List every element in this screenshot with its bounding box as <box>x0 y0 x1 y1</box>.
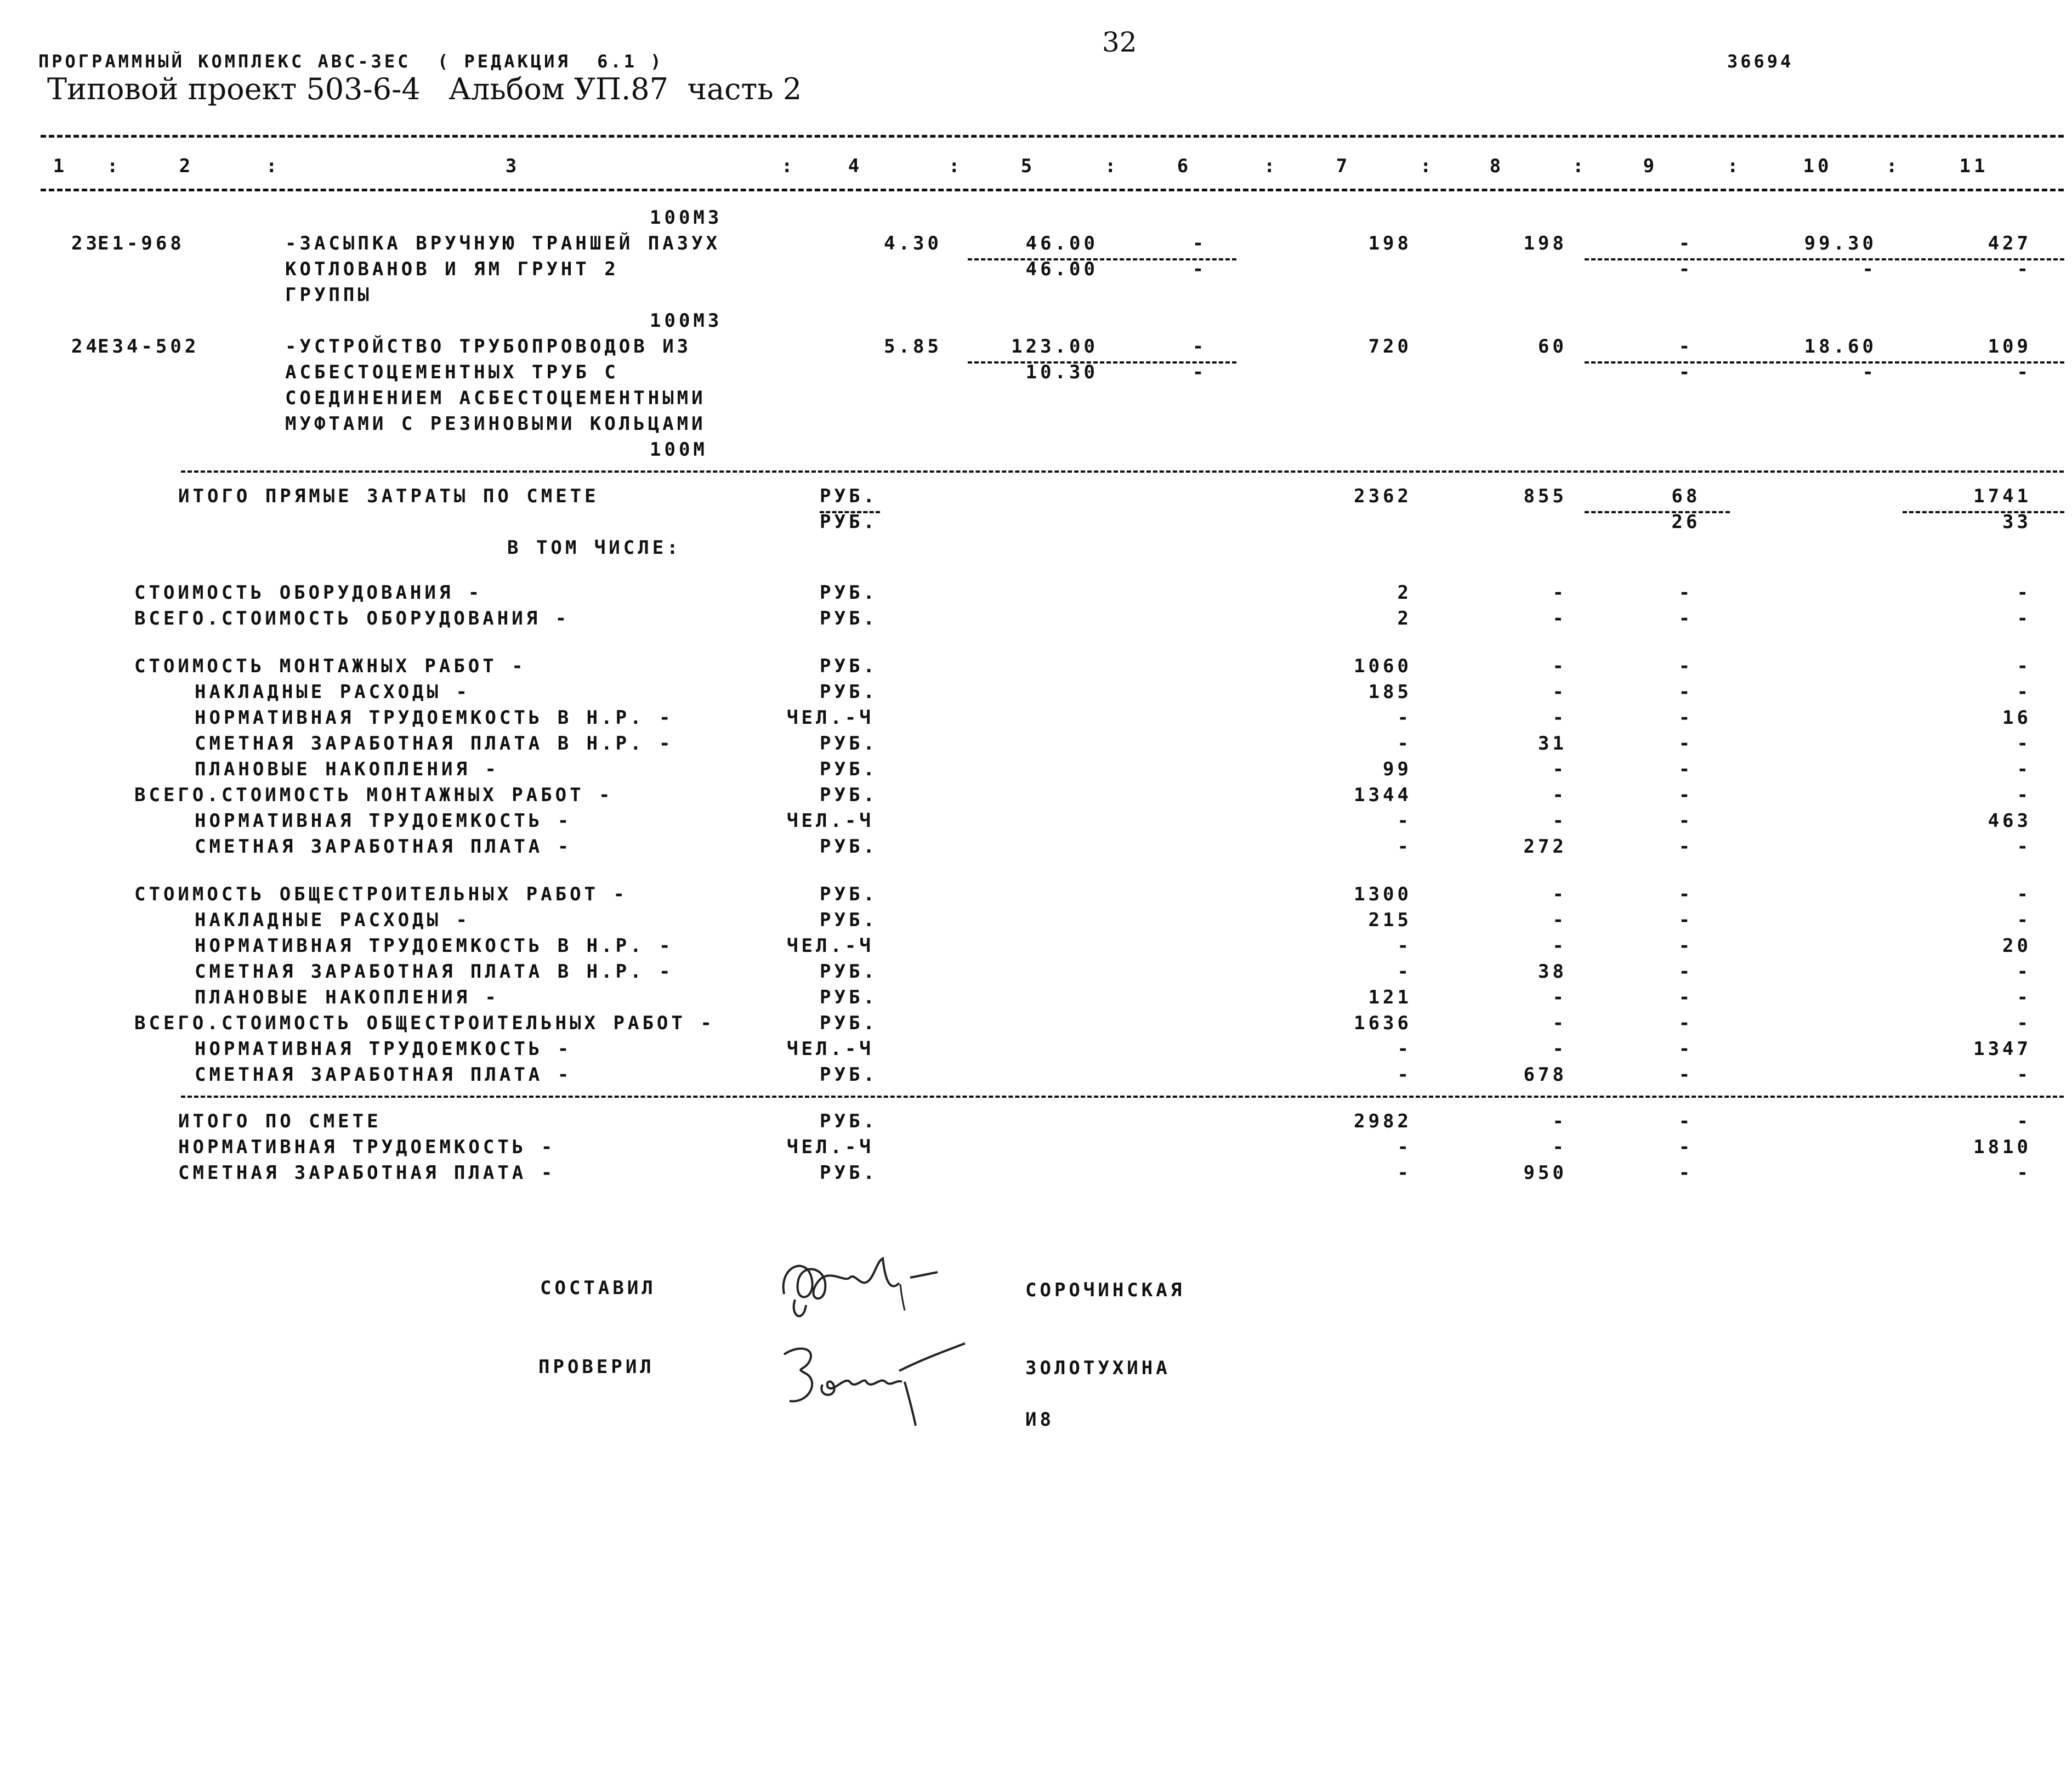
summary-label: ПЛАНОВЫЕ НАКОПЛЕНИЯ - <box>195 986 499 1009</box>
summary-unit: ЧЕЛ.-Ч <box>787 810 874 832</box>
summary-label: СМЕТНАЯ ЗАРАБОТНАЯ ПЛАТА В Н.Р. - <box>195 733 674 755</box>
direct-costs-col7: 2362 <box>1354 485 1412 507</box>
summary-unit: РУБ. <box>820 681 878 704</box>
total-col7: 2982 <box>1354 1110 1412 1133</box>
total-unit: РУБ. <box>820 1162 878 1184</box>
column-separator: : <box>1420 155 1435 177</box>
item-col8: 60 <box>1538 336 1567 358</box>
item-col7: 720 <box>1368 336 1412 358</box>
item-description-line: -УСТРОЙСТВО ТРУБОПРОВОДОВ ИЗ <box>285 336 692 358</box>
summary-unit: РУБ. <box>820 655 878 678</box>
summary-col9: - <box>1678 935 1694 957</box>
summary-label: НОРМАТИВНАЯ ТРУДОЕМКОСТЬ - <box>195 810 572 832</box>
program-line: ПРОГРАММНЫЙ КОМПЛЕКС АВС-ЗЕС ( РЕДАКЦИЯ 6.1 ) <box>38 51 664 72</box>
summary-unit: РУБ. <box>820 909 878 932</box>
summary-col7: 99 <box>1383 758 1412 781</box>
item-col6-top: - <box>1192 336 1207 358</box>
column-header-1: 1 <box>53 155 68 177</box>
item-col10-bottom: - <box>1862 258 1877 280</box>
item-description-line: МУФТАМИ С РЕЗИНОВЫМИ КОЛЬЦАМИ <box>285 413 706 435</box>
summary-unit: РУБ. <box>820 961 878 983</box>
item-col9-bottom: - <box>1678 361 1694 383</box>
summary-col9: - <box>1678 1038 1694 1060</box>
summary-unit: РУБ. <box>820 608 878 630</box>
item-col9-top: - <box>1678 336 1694 358</box>
summary-col8: - <box>1552 935 1567 957</box>
summary-col9: - <box>1678 909 1694 932</box>
total-col8: 950 <box>1523 1162 1567 1184</box>
composer-name: СОРОЧИНСКАЯ <box>1025 1279 1185 1301</box>
summary-col11: - <box>2017 986 2031 1009</box>
summary-col7: - <box>1397 935 1412 957</box>
section-rule <box>181 470 2064 473</box>
summary-col9: - <box>1678 608 1694 630</box>
summary-col11: - <box>2017 1064 2031 1086</box>
direct-costs-col9-bottom: 26 <box>1671 511 1701 533</box>
direct-costs-label: ИТОГО ПРЯМЫЕ ЗАТРАТЫ ПО СМЕТЕ <box>178 485 599 507</box>
column-header-3: 3 <box>505 155 520 177</box>
column-separator: : <box>781 155 796 177</box>
checker-signature <box>779 1338 987 1431</box>
total-label: СМЕТНАЯ ЗАРАБОТНАЯ ПЛАТА - <box>178 1162 556 1184</box>
summary-col8: - <box>1552 784 1567 807</box>
summary-col11: - <box>2017 608 2031 630</box>
composed-label: СОСТАВИЛ <box>540 1277 656 1299</box>
item-col6-bottom: - <box>1192 258 1207 280</box>
summary-unit: РУБ. <box>820 986 878 1009</box>
item-description-line: -ЗАСЫПКА ВРУЧНУЮ ТРАНШЕЙ ПАЗУХ <box>285 232 721 254</box>
summary-col8: - <box>1552 707 1567 729</box>
summary-col11: 16 <box>2002 707 2031 729</box>
summary-label: НАКЛАДНЫЕ РАСХОДЫ - <box>195 909 470 932</box>
summary-unit: РУБ. <box>820 883 878 906</box>
summary-col7: - <box>1397 707 1412 729</box>
total-label: ИТОГО ПО СМЕТЕ <box>178 1110 382 1133</box>
column-separator: : <box>107 155 122 177</box>
summary-col7: 121 <box>1368 986 1412 1009</box>
summary-unit: РУБ. <box>820 582 878 604</box>
summary-col11: - <box>2017 681 2031 704</box>
summary-col11: - <box>2017 836 2031 858</box>
summary-label: СМЕТНАЯ ЗАРАБОТНАЯ ПЛАТА В Н.Р. - <box>195 961 674 983</box>
total-col7: - <box>1397 1162 1412 1184</box>
summary-col9: - <box>1678 986 1694 1009</box>
summary-label: ВСЕГО.СТОИМОСТЬ ОБОРУДОВАНИЯ - <box>134 608 570 630</box>
item-number: 24 <box>71 336 100 358</box>
item-unit: 100М <box>650 439 708 461</box>
column-header-10: 10 <box>1803 155 1832 177</box>
total-col11: - <box>2017 1110 2031 1133</box>
summary-unit: ЧЕЛ.-Ч <box>787 935 874 957</box>
item-col11-top: 427 <box>1988 232 2031 254</box>
summary-col7: 1344 <box>1354 784 1412 807</box>
summary-col11: - <box>2017 909 2031 932</box>
summary-col8: - <box>1552 681 1567 704</box>
item-col10-bottom: - <box>1862 361 1877 383</box>
section-rule <box>181 1096 2064 1098</box>
summary-col9: - <box>1678 1064 1694 1086</box>
summary-unit: РУБ. <box>820 1012 878 1035</box>
summary-col11: - <box>2017 758 2031 781</box>
total-unit: ЧЕЛ.-Ч <box>787 1136 874 1159</box>
summary-label: НАКЛАДНЫЕ РАСХОДЫ - <box>195 681 470 704</box>
item-col8: 198 <box>1523 232 1567 254</box>
column-separator: : <box>1573 155 1587 177</box>
summary-col9: - <box>1678 784 1694 807</box>
item-col10-top: 18.60 <box>1804 336 1877 358</box>
summary-col11: - <box>2017 733 2031 755</box>
summary-label: СТОИМОСТЬ ОБЩЕСТРОИТЕЛЬНЫХ РАБОТ - <box>134 883 628 906</box>
column-separator: : <box>1105 155 1120 177</box>
summary-col9: - <box>1678 582 1694 604</box>
item-col11-bottom: - <box>2017 258 2031 280</box>
summary-unit: РУБ. <box>820 758 878 781</box>
including-label: В ТОМ ЧИСЛЕ: <box>507 537 682 559</box>
summary-label: СТОИМОСТЬ ОБОРУДОВАНИЯ - <box>134 582 483 604</box>
summary-label: НОРМАТИВНАЯ ТРУДОЕМКОСТЬ - <box>195 1038 572 1060</box>
summary-col8: - <box>1552 758 1567 781</box>
item-quantity: 4.30 <box>884 232 942 254</box>
summary-col7: - <box>1397 836 1412 858</box>
column-separator: : <box>266 155 281 177</box>
doc-number: 36694 <box>1727 51 1794 72</box>
checked-label: ПРОВЕРИЛ <box>538 1356 655 1378</box>
summary-label: ВСЕГО.СТОИМОСТЬ МОНТАЖНЫХ РАБОТ - <box>134 784 614 807</box>
item-quantity: 5.85 <box>884 336 942 358</box>
summary-label: СТОИМОСТЬ МОНТАЖНЫХ РАБОТ - <box>134 655 526 678</box>
summary-col11: 20 <box>2002 935 2031 957</box>
summary-col11: 1347 <box>1973 1038 2031 1060</box>
summary-col7: - <box>1397 1064 1412 1086</box>
summary-col8: 272 <box>1523 836 1567 858</box>
summary-unit: РУБ. <box>820 1064 878 1086</box>
column-header-9: 9 <box>1643 155 1658 177</box>
item-col11-top: 109 <box>1988 336 2031 358</box>
summary-label: ПЛАНОВЫЕ НАКОПЛЕНИЯ - <box>195 758 499 781</box>
total-col11: 1810 <box>1973 1136 2031 1159</box>
summary-col9: - <box>1678 655 1694 678</box>
summary-col9: - <box>1678 1012 1694 1035</box>
total-label: НОРМАТИВНАЯ ТРУДОЕМКОСТЬ - <box>178 1136 556 1159</box>
summary-col11: - <box>2017 582 2031 604</box>
summary-col8: - <box>1552 810 1567 832</box>
summary-col7: 215 <box>1368 909 1412 932</box>
summary-unit: РУБ. <box>820 784 878 807</box>
summary-col8: - <box>1552 909 1567 932</box>
direct-costs-unit: РУБ. <box>820 511 878 533</box>
item-description-line: КОТЛОВАНОВ И ЯМ ГРУНТ 2 <box>285 258 619 280</box>
project-line: Типовой проект 503-6-4 Альбом УП.87 часть 2 <box>47 72 802 106</box>
column-header-6: 6 <box>1177 155 1192 177</box>
summary-col9: - <box>1678 707 1694 729</box>
total-col9: - <box>1678 1110 1694 1133</box>
summary-col7: 2 <box>1397 608 1412 630</box>
summary-col7: 1300 <box>1354 883 1412 906</box>
summary-col9: - <box>1678 733 1694 755</box>
summary-label: СМЕТНАЯ ЗАРАБОТНАЯ ПЛАТА - <box>195 1064 572 1086</box>
total-col11: - <box>2017 1162 2031 1184</box>
item-description-line: АСБЕСТОЦЕМЕНТНЫХ ТРУБ С <box>285 361 619 383</box>
item-col9-bottom: - <box>1678 258 1694 280</box>
summary-col8: - <box>1552 655 1567 678</box>
summary-col7: 1060 <box>1354 655 1412 678</box>
summary-col9: - <box>1678 836 1694 858</box>
summary-col8: - <box>1552 608 1567 630</box>
summary-label: НОРМАТИВНАЯ ТРУДОЕМКОСТЬ В Н.Р. - <box>195 935 674 957</box>
summary-unit: РУБ. <box>820 733 878 755</box>
header-rule-top <box>41 135 2064 138</box>
summary-col11: - <box>2017 883 2031 906</box>
item-col5-top: 46.00 <box>1025 232 1098 254</box>
summary-col11: 463 <box>1988 810 2031 832</box>
summary-col8: 31 <box>1538 733 1567 755</box>
direct-costs-col11-bottom: 33 <box>2002 511 2031 533</box>
header-rule-bottom <box>41 189 2064 191</box>
total-col7: - <box>1397 1136 1412 1159</box>
checker-name: ЗОЛОТУХИНА <box>1025 1357 1171 1379</box>
summary-unit: ЧЕЛ.-Ч <box>787 1038 874 1060</box>
column-header-7: 7 <box>1336 155 1351 177</box>
item-description-line: ГРУППЫ <box>285 284 372 306</box>
summary-col7: - <box>1397 733 1412 755</box>
item-col10-top: 99.30 <box>1804 232 1877 254</box>
summary-col8: 678 <box>1523 1064 1567 1086</box>
item-col5-top: 123.00 <box>1011 336 1098 358</box>
summary-col8: - <box>1552 1038 1567 1060</box>
summary-col7: - <box>1397 1038 1412 1060</box>
item-code: Е1-968 <box>98 232 185 254</box>
column-header-11: 11 <box>1959 155 1989 177</box>
summary-col7: 1636 <box>1354 1012 1412 1035</box>
total-unit: РУБ. <box>820 1110 878 1133</box>
total-col9: - <box>1678 1162 1694 1184</box>
summary-col7: - <box>1397 810 1412 832</box>
summary-col9: - <box>1678 883 1694 906</box>
summary-col11: - <box>2017 961 2031 983</box>
item-unit: 100М3 <box>650 207 723 229</box>
summary-col8: - <box>1552 582 1567 604</box>
item-col7: 198 <box>1368 232 1412 254</box>
summary-col7: 2 <box>1397 582 1412 604</box>
column-separator: : <box>1886 155 1901 177</box>
summary-unit: РУБ. <box>820 836 878 858</box>
summary-col8: - <box>1552 986 1567 1009</box>
direct-costs-col9-top: 68 <box>1671 485 1701 507</box>
summary-unit: ЧЕЛ.-Ч <box>787 707 874 729</box>
summary-col9: - <box>1678 758 1694 781</box>
summary-col9: - <box>1678 961 1694 983</box>
direct-costs-unit: РУБ. <box>820 485 878 507</box>
summary-col11: - <box>2017 655 2031 678</box>
item-unit: 100М3 <box>650 310 723 332</box>
item-code: Е34-502 <box>98 336 200 358</box>
item-number: 23 <box>71 232 100 254</box>
summary-col7: 185 <box>1368 681 1412 704</box>
summary-label: ВСЕГО.СТОИМОСТЬ ОБЩЕСТРОИТЕЛЬНЫХ РАБОТ - <box>134 1012 715 1035</box>
summary-col11: - <box>2017 1012 2031 1035</box>
total-col8: - <box>1552 1110 1567 1133</box>
composer-signature <box>773 1245 970 1327</box>
column-separator: : <box>1727 155 1742 177</box>
summary-col8: - <box>1552 883 1567 906</box>
item-col5-bottom: 46.00 <box>1025 258 1098 280</box>
item-col5-bottom: 10.30 <box>1025 361 1098 383</box>
column-header-5: 5 <box>1020 155 1036 177</box>
summary-label: НОРМАТИВНАЯ ТРУДОЕМКОСТЬ В Н.Р. - <box>195 707 674 729</box>
direct-costs-col8: 855 <box>1523 485 1567 507</box>
initials: И8 <box>1025 1409 1054 1431</box>
page-number: 32 <box>1102 26 1137 58</box>
summary-col8: - <box>1552 1012 1567 1035</box>
item-col6-top: - <box>1192 232 1207 254</box>
direct-costs-col11-top: 1741 <box>1973 485 2031 507</box>
summary-col9: - <box>1678 681 1694 704</box>
column-header-2: 2 <box>179 155 194 177</box>
column-header-4: 4 <box>848 155 863 177</box>
summary-col11: - <box>2017 784 2031 807</box>
summary-col7: - <box>1397 961 1412 983</box>
item-col11-bottom: - <box>2017 361 2031 383</box>
total-col9: - <box>1678 1136 1694 1159</box>
item-col6-bottom: - <box>1192 361 1207 383</box>
column-separator: : <box>1264 155 1279 177</box>
column-separator: : <box>949 155 963 177</box>
summary-col9: - <box>1678 810 1694 832</box>
column-header-8: 8 <box>1489 155 1505 177</box>
summary-label: СМЕТНАЯ ЗАРАБОТНАЯ ПЛАТА - <box>195 836 572 858</box>
item-description-line: СОЕДИНЕНИЕМ АСБЕСТОЦЕМЕНТНЫМИ <box>285 387 706 409</box>
item-col9-top: - <box>1678 232 1694 254</box>
summary-col8: 38 <box>1538 961 1567 983</box>
total-col8: - <box>1552 1136 1567 1159</box>
